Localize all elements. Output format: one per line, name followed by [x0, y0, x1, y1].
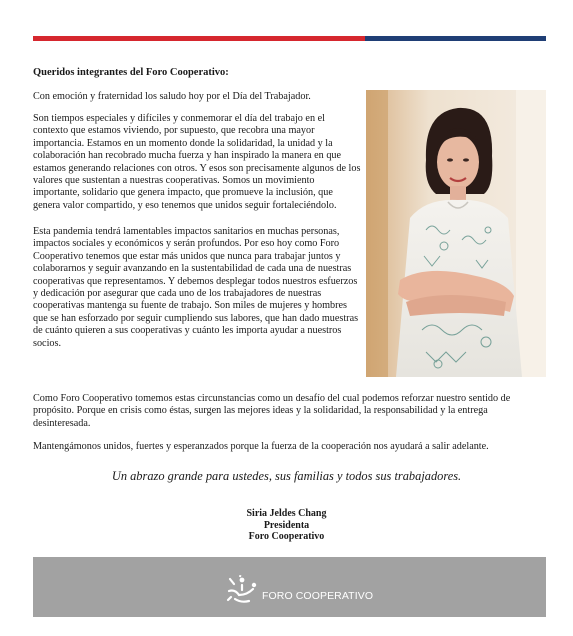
letter-paragraph: Mantengámonos unidos, fuertes y esperanzados porque la fuerza de la cooperación nos ayudará a salir adelante.: [33, 441, 489, 452]
footer-logo-text: FORO COOPERATIVO: [262, 589, 374, 602]
cooperative-logo-icon: [225, 575, 259, 610]
header-color-bar: [33, 36, 546, 41]
letter-closing: Un abrazo grande para ustedes, sus familias y todos sus trabajadores.: [111, 469, 462, 483]
letter-paragraph: Son tiempos especiales y difíciles y conmemorar el día del trabajo en el contexto que estamos viviendo, por supuesto, que recobra una mayor importancia. Estamos en un momento donde la solidaridad, la unidad y la colaboración han recobrado mucha fuerza y han inspirado la manera en que estamos generando relaciones con otros. Y esos son precisamente algunos de los valores que sustentan a nuestras cooperativas. Somos un movimiento importante, solidario que genera impacto, que promueve la inclusión, que genera valor compartido, y eso tenemos que unidos seguir fortaleciéndolo.: [33, 113, 361, 211]
signature-name: Siria Jeldes Chang: [246, 508, 327, 519]
letter-greeting: Queridos integrantes del Foro Cooperativo:: [33, 67, 229, 78]
signature-block: [0, 508, 573, 543]
signature-organization: Foro Cooperativo: [248, 531, 325, 542]
portrait-photo: [366, 90, 546, 377]
header-bar-red: [33, 36, 365, 41]
letter-paragraph: Esta pandemia tendrá lamentables impactos sanitarios en muchas personas, impactos sociales y económicos y serán profundos. Por eso hoy como Foro Cooperativo tenemos que estar más unidos que nunca para trabajar juntos y colaborarnos y seguir avanzando en la sustentabilidad de cada una de nuestras cooperativas que representamos. Y debemos desplegar todos nuestros esfuerzos y dedicación por asegurar que cada uno de los trabajadores de nuestras cooperativas mantenga su fuente de trabajo. Son miles de mujeres y hombres que se han esforzado por seguir cumpliendo sus labores, que han dado muestras de cuánto quieren a sus cooperativas y cuánto les importa ayudar a nuestros socios.: [33, 226, 359, 349]
footer-logo: [225, 575, 373, 610]
signature-role: Presidenta: [263, 519, 310, 531]
header-bar-blue: [365, 36, 546, 41]
letter-paragraph: Como Foro Cooperativo tomemos estas circunstancias como un desafío del cual podemos reforzar nuestro sentido de propósito. Porque en crisis como éstas, surgen las mejores ideas y la solidaridad, la responsabilidad y la entrega desinteresada.: [33, 393, 511, 429]
letter-paragraph: Con emoción y fraternidad los saludo hoy por el Día del Trabajador.: [33, 91, 311, 102]
